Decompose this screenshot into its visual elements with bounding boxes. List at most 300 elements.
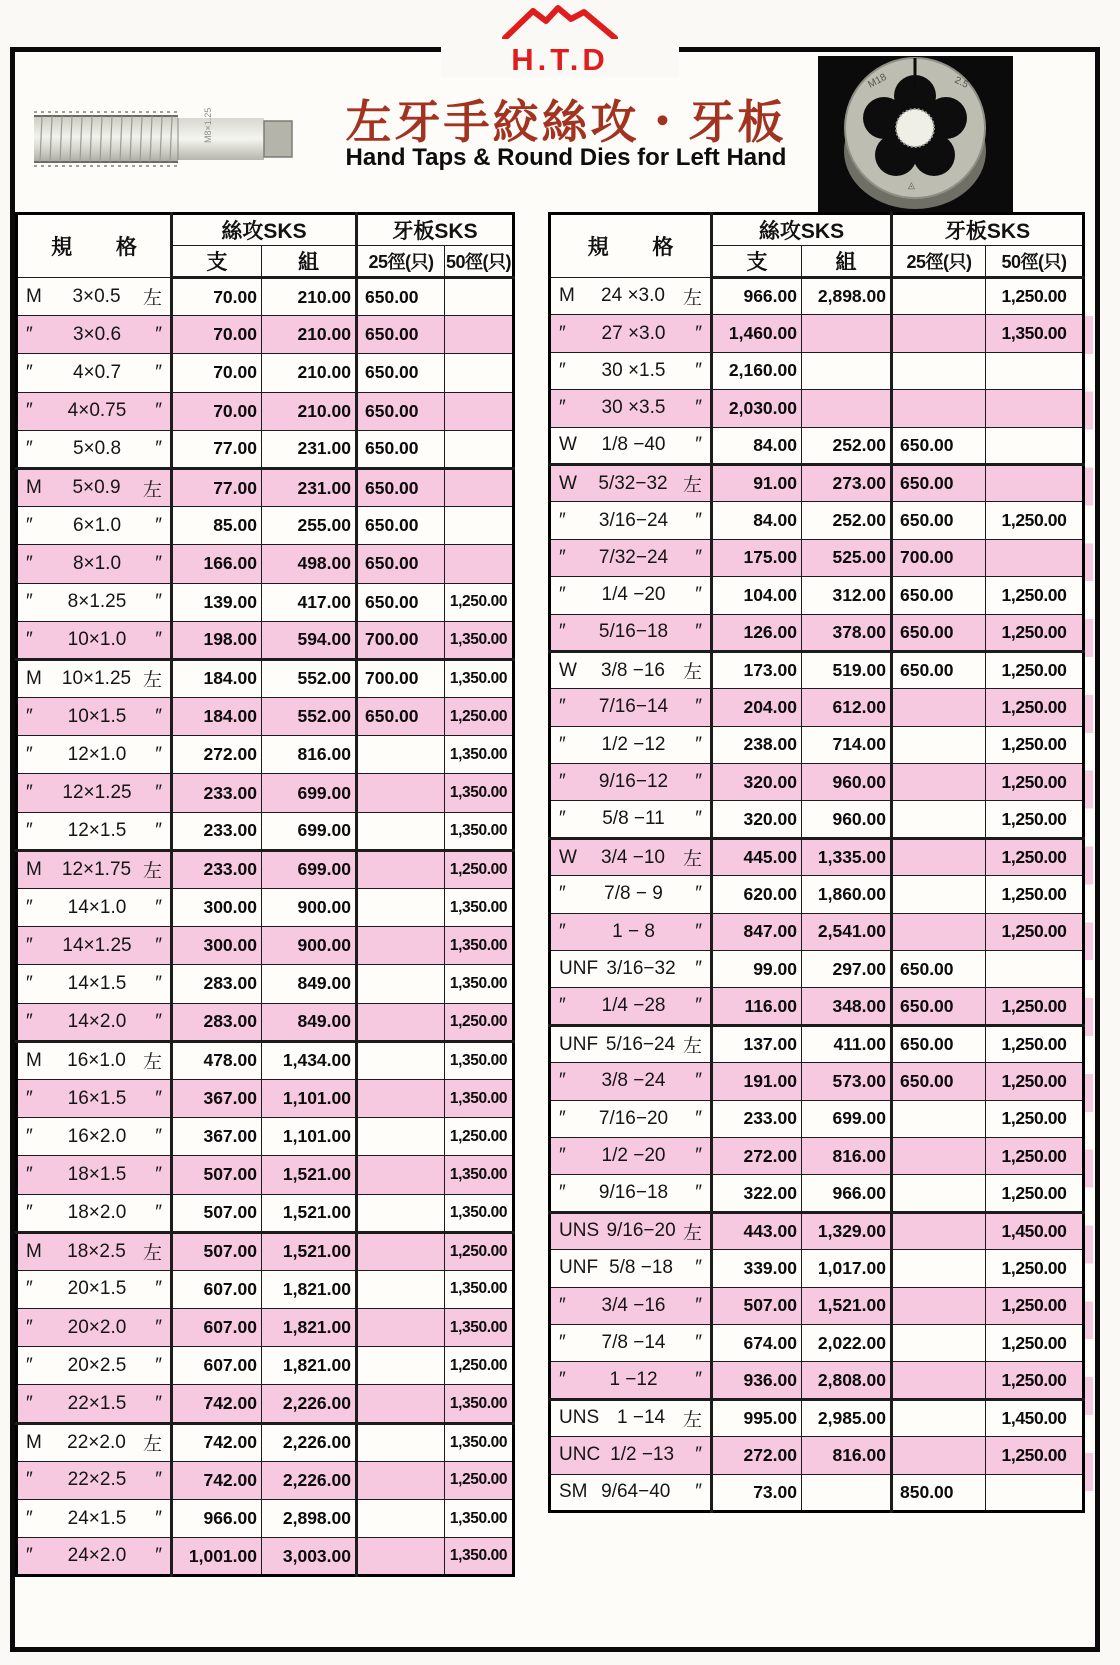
spec-cell [17, 1156, 172, 1194]
spec-prefix: ″ [559, 1369, 566, 1391]
spec-prefix: ″ [26, 782, 33, 804]
tap-set-price-cell: 273.00 [802, 464, 892, 501]
spec-cell [17, 354, 172, 392]
spec-size: 9/16−20 [606, 1220, 676, 1242]
spec-size: 1/8 −40 [601, 434, 666, 456]
spec-cell [17, 965, 172, 1003]
spec-suffix: ″ [155, 1507, 162, 1529]
die-50-price-cell: 1,350.00 [445, 1194, 514, 1232]
spec-prefix: ″ [26, 1507, 33, 1529]
die-25-price-cell [357, 889, 445, 927]
tap-piece-price-cell: 300.00 [172, 927, 262, 965]
spec-cell [550, 539, 712, 576]
tap-set-price-cell: 714.00 [802, 726, 892, 763]
spec-size: 18×1.5 [67, 1163, 127, 1185]
spec-cell [550, 614, 712, 651]
table-row [550, 951, 1084, 988]
spec-cell [17, 1270, 172, 1308]
tap-piece-price-cell: 283.00 [172, 965, 262, 1003]
spec-cell [17, 392, 172, 430]
die-25-price-cell [892, 1437, 986, 1474]
spec-prefix: ″ [26, 514, 33, 536]
spec-cell [550, 1100, 712, 1137]
spec-cell [550, 1175, 712, 1212]
page-subtitle: Hand Taps & Round Dies for Left Hand [345, 144, 787, 171]
die-25-price-cell [892, 1399, 986, 1436]
die-50-price-cell: 1,250.00 [445, 1118, 514, 1156]
die-photo [818, 56, 1013, 213]
tap-piece-price-cell: 272.00 [172, 736, 262, 774]
spec-cell [550, 390, 712, 427]
spec-cell [17, 1118, 172, 1156]
tap-piece-price-cell: 320.00 [712, 764, 802, 801]
table-row [550, 801, 1084, 838]
piece-col-header: 支 [172, 246, 262, 278]
die-25-price-cell: 650.00 [892, 1063, 986, 1100]
table-row [550, 651, 1084, 688]
spec-cell [550, 838, 712, 875]
spec-size: 3/16−32 [606, 958, 676, 980]
die-25-price-cell: 700.00 [892, 539, 986, 576]
table-row [17, 1500, 514, 1538]
spec-suffix: ″ [695, 995, 702, 1017]
tap-set-price-cell: 2,022.00 [802, 1324, 892, 1361]
die-50-price-cell: 1,250.00 [986, 988, 1084, 1025]
tap-set-price-cell: 519.00 [802, 651, 892, 688]
spec-size: 27 ×3.0 [601, 322, 666, 344]
spec-size: 1 −12 [609, 1369, 658, 1391]
tap-piece-price-cell: 233.00 [172, 774, 262, 812]
tap-piece-price-cell: 70.00 [172, 354, 262, 392]
tap-set-price-cell: 699.00 [262, 774, 357, 812]
die-25-price-cell: 650.00 [357, 545, 445, 583]
die-25-price-cell [892, 876, 986, 913]
tap-set-price-cell: 498.00 [262, 545, 357, 583]
table-row [17, 736, 514, 774]
tap-piece-price-cell: 191.00 [712, 1063, 802, 1100]
die-50-price-cell: 1,350.00 [445, 1270, 514, 1308]
spec-size: 3/4 −16 [601, 1294, 666, 1316]
table-row [17, 430, 514, 468]
tap-set-price-cell: 900.00 [262, 927, 357, 965]
die-25-price-cell: 700.00 [357, 659, 445, 697]
die-25-price-cell [357, 850, 445, 888]
tap-set-price-cell: 1,101.00 [262, 1079, 357, 1117]
tap-piece-price-cell: 339.00 [712, 1250, 802, 1287]
tap-set-price-cell: 2,985.00 [802, 1399, 892, 1436]
table-row [550, 1137, 1084, 1174]
spec-size: 9/64−40 [601, 1481, 671, 1503]
spec-prefix: ″ [26, 1469, 33, 1491]
tap-piece-price-cell: 184.00 [172, 698, 262, 736]
tap-set-price-cell: 2,898.00 [802, 278, 892, 315]
spec-suffix: ″ [695, 1257, 702, 1279]
die-25-price-cell: 650.00 [892, 577, 986, 614]
die-50-price-cell: 1,250.00 [986, 278, 1084, 315]
die-50-price-cell [986, 539, 1084, 576]
die-25-price-cell [357, 1538, 445, 1576]
spec-cell [17, 468, 172, 506]
tap-set-price-cell: 1,821.00 [262, 1270, 357, 1308]
spec-prefix: UNF [559, 1033, 599, 1055]
tap-set-price-cell: 210.00 [262, 354, 357, 392]
die25-col-header: 25徑(只) [357, 246, 445, 278]
die-50-price-cell: 1,250.00 [986, 1250, 1084, 1287]
die-50-price-cell: 1,250.00 [986, 614, 1084, 651]
spec-prefix: UNS [559, 1407, 600, 1429]
die-50-price-cell: 1,250.00 [986, 801, 1084, 838]
spec-cell [17, 583, 172, 621]
die-50-price-cell: 1,250.00 [986, 838, 1084, 875]
tap-piece-price-cell: 936.00 [712, 1362, 802, 1399]
die-50-price-cell: 1,350.00 [445, 1538, 514, 1576]
tap-set-price-cell: 2,226.00 [262, 1423, 357, 1461]
spec-size: 24×1.5 [67, 1507, 127, 1529]
spec-size: 3/16−24 [598, 509, 669, 531]
spec-cell [550, 1137, 712, 1174]
spec-suffix: ″ [695, 359, 702, 381]
spec-cell [550, 876, 712, 913]
table-row [17, 889, 514, 927]
spec-suffix: ″ [155, 323, 162, 345]
spec-prefix: ″ [26, 437, 33, 459]
tap-piece-price-cell: 91.00 [712, 464, 802, 501]
die-50-price-cell [445, 468, 514, 506]
die-25-price-cell: 650.00 [892, 464, 986, 501]
spec-cell [17, 430, 172, 468]
die-25-price-cell [357, 1500, 445, 1538]
spec-prefix: ″ [26, 1087, 33, 1109]
spec-cell [550, 1250, 712, 1287]
die-25-price-cell [892, 1137, 986, 1174]
spec-suffix: ″ [155, 705, 162, 727]
spec-size: 7/16−20 [598, 1107, 669, 1129]
spec-cell [550, 651, 712, 688]
table-row [550, 876, 1084, 913]
spec-cell [17, 507, 172, 545]
spec-suffix: ″ [695, 509, 702, 531]
spec-prefix: ″ [26, 1392, 33, 1414]
tap-set-price-cell: 252.00 [802, 427, 892, 464]
spec-size: 3/8 −24 [601, 1070, 666, 1092]
spec-cell [550, 1362, 712, 1399]
die-50-price-cell [986, 390, 1084, 427]
die-25-price-cell [892, 726, 986, 763]
die-25-price-cell [892, 1212, 986, 1249]
tap-piece-price-cell: 99.00 [712, 951, 802, 988]
tap-set-price-cell: 1,821.00 [262, 1309, 357, 1347]
spec-cell [550, 988, 712, 1025]
spec-suffix: ″ [695, 883, 702, 905]
spec-prefix: W [559, 659, 577, 681]
spec-cell [17, 736, 172, 774]
die-50-price-cell: 1,450.00 [986, 1399, 1084, 1436]
tap-piece-price-cell: 283.00 [172, 1003, 262, 1041]
table-row [17, 1309, 514, 1347]
spec-suffix: ″ [695, 434, 702, 456]
tap-piece-price-cell: 84.00 [712, 427, 802, 464]
spec-suffix: ″ [155, 972, 162, 994]
die-25-price-cell [357, 1156, 445, 1194]
table-row [550, 1100, 1084, 1137]
tap-set-price-cell: 2,808.00 [802, 1362, 892, 1399]
spec-suffix: ″ [155, 1392, 162, 1414]
set-col-header: 組 [262, 246, 357, 278]
tap-piece-price-cell: 995.00 [712, 1399, 802, 1436]
page-title: 左牙手絞絲攻・牙板 [345, 96, 787, 148]
spec-suffix: ″ [155, 1354, 162, 1376]
spec-cell [550, 801, 712, 838]
spec-prefix: ″ [559, 546, 566, 568]
spec-suffix: ″ [155, 743, 162, 765]
spec-size: 1/4 −28 [601, 995, 666, 1017]
die-50-price-cell: 1,250.00 [986, 1175, 1084, 1212]
spec-prefix: ″ [559, 696, 566, 718]
tap-piece-price-cell: 70.00 [172, 278, 262, 316]
tap-set-price-cell: 849.00 [262, 965, 357, 1003]
spec-suffix: 左 [142, 861, 162, 883]
table-row [17, 812, 514, 850]
spec-suffix: 左 [142, 670, 162, 692]
die-25-price-cell: 650.00 [357, 507, 445, 545]
spec-suffix: ″ [155, 934, 162, 956]
spec-prefix: ″ [26, 934, 33, 956]
tap-set-price-cell: 1,521.00 [262, 1232, 357, 1270]
table-row [17, 507, 514, 545]
die-50-price-cell [986, 1474, 1084, 1511]
spec-prefix: UNF [559, 958, 599, 980]
tap-set-price-cell: 573.00 [802, 1063, 892, 1100]
die50-col-header: 50徑(只) [986, 246, 1084, 278]
spec-suffix: ″ [695, 920, 702, 942]
spec-prefix: ″ [559, 1182, 566, 1204]
piece-col-header: 支 [712, 246, 802, 278]
spec-cell [550, 1287, 712, 1324]
spec-prefix: ″ [26, 628, 33, 650]
tap-set-price-cell: 3,003.00 [262, 1538, 357, 1576]
spec-size: 3/8 −16 [601, 659, 665, 681]
die-50-price-cell: 1,250.00 [445, 1347, 514, 1385]
die-50-price-cell: 1,350.00 [445, 1385, 514, 1423]
die-50-price-cell: 1,250.00 [986, 764, 1084, 801]
table-row [17, 1347, 514, 1385]
spec-prefix: M [26, 667, 42, 689]
spec-prefix: M [26, 1049, 42, 1071]
die-50-price-cell [445, 507, 514, 545]
spec-size: 5/16−18 [598, 621, 669, 643]
spec-prefix: ″ [26, 1354, 33, 1376]
tap-set-price-cell [802, 352, 892, 389]
die-50-price-cell: 1,250.00 [445, 850, 514, 888]
die-group-header: 牙板SKS [892, 214, 1084, 246]
spec-size: 5/8 −18 [609, 1257, 673, 1279]
die-50-price-cell: 1,350.00 [445, 736, 514, 774]
spec-cell [17, 1461, 172, 1499]
set-col-header: 組 [802, 246, 892, 278]
die-50-price-cell: 1,250.00 [986, 1137, 1084, 1174]
spec-cell [17, 774, 172, 812]
die-50-price-cell: 1,250.00 [986, 1437, 1084, 1474]
spec-cell [17, 1385, 172, 1423]
left-price-table [15, 212, 515, 1577]
spec-prefix: ″ [26, 972, 33, 994]
spec-cell [17, 698, 172, 736]
table-row [17, 1156, 514, 1194]
die-25-price-cell [357, 1041, 445, 1079]
tap-photo [26, 90, 298, 193]
spec-cell [17, 278, 172, 316]
spec-size: 1/4 −20 [601, 584, 666, 606]
die-50-price-cell: 1,250.00 [445, 1232, 514, 1270]
spec-size: 12×1.75 [61, 858, 132, 880]
spec-size: 9/16−12 [598, 771, 669, 793]
spec-suffix: ″ [155, 591, 162, 613]
die-50-price-cell: 1,450.00 [986, 1212, 1084, 1249]
spec-cell [550, 1437, 712, 1474]
spec-suffix: ″ [695, 1444, 702, 1466]
die-50-price-cell: 1,350.00 [445, 1423, 514, 1461]
spec-size: 12×1.0 [67, 743, 127, 765]
table-row [550, 726, 1084, 763]
tap-set-price-cell: 594.00 [262, 621, 357, 659]
table-row [550, 988, 1084, 1025]
spec-suffix: ″ [695, 546, 702, 568]
die-50-price-cell: 1,250.00 [986, 689, 1084, 726]
tap-set-price-cell: 210.00 [262, 278, 357, 316]
spec-prefix: W [559, 434, 577, 456]
spec-cell [17, 1079, 172, 1117]
spec-prefix: ″ [559, 1145, 566, 1167]
tap-set-price-cell: 552.00 [262, 659, 357, 697]
spec-prefix: M [26, 285, 42, 307]
die-50-price-cell: 1,250.00 [986, 913, 1084, 950]
spec-size: 16×1.5 [67, 1087, 127, 1109]
spec-size: 16×1.0 [67, 1049, 126, 1071]
table-row [550, 352, 1084, 389]
tap-piece-price-cell: 233.00 [172, 850, 262, 888]
die-50-price-cell: 1,350.00 [445, 621, 514, 659]
die-25-price-cell [357, 927, 445, 965]
spec-cell [550, 464, 712, 501]
die-25-price-cell: 650.00 [892, 427, 986, 464]
die-25-price-cell [892, 352, 986, 389]
die-50-price-cell: 1,250.00 [986, 726, 1084, 763]
tap-piece-price-cell: 300.00 [172, 889, 262, 927]
die-50-price-cell [445, 545, 514, 583]
die-50-price-cell [986, 352, 1084, 389]
spec-suffix: ″ [695, 1294, 702, 1316]
die-25-price-cell [892, 315, 986, 352]
tap-set-price-cell: 960.00 [802, 801, 892, 838]
spec-suffix: 左 [682, 475, 702, 497]
spec-suffix: 左 [682, 662, 702, 684]
table-row [17, 1118, 514, 1156]
tap-set-price-cell: 252.00 [802, 502, 892, 539]
spec-suffix: 左 [682, 1409, 702, 1431]
die-25-price-cell [892, 689, 986, 726]
spec-size: 22×2.0 [67, 1431, 126, 1453]
spec-prefix: ″ [26, 1163, 33, 1185]
die-25-price-cell [357, 812, 445, 850]
spec-cell [550, 726, 712, 763]
die-25-price-cell [357, 1232, 445, 1270]
spec-size: 5/16−24 [605, 1033, 676, 1055]
tap-piece-price-cell: 184.00 [172, 659, 262, 697]
spec-suffix: ″ [155, 552, 162, 574]
svg-text:2.5: 2.5 [952, 74, 971, 91]
tap-piece-price-cell: 77.00 [172, 430, 262, 468]
spec-size: 1/2 −12 [601, 733, 666, 755]
table-row [550, 1437, 1084, 1474]
tap-piece-price-cell: 966.00 [712, 278, 802, 315]
spec-prefix: ″ [559, 1070, 566, 1092]
spec-cell [550, 1212, 712, 1249]
die-50-price-cell [986, 464, 1084, 501]
spec-prefix: ″ [559, 322, 566, 344]
spec-size: 14×1.0 [67, 896, 127, 918]
spec-cell [550, 951, 712, 988]
tap-piece-price-cell: 233.00 [712, 1100, 802, 1137]
spec-size: 30 ×3.5 [601, 397, 666, 419]
tap-set-price-cell: 525.00 [802, 539, 892, 576]
spec-prefix: W [559, 472, 577, 494]
die-25-price-cell [892, 390, 986, 427]
die-25-price-cell [357, 1423, 445, 1461]
die-25-price-cell: 650.00 [357, 316, 445, 354]
spec-suffix: ″ [155, 1125, 162, 1147]
spec-suffix: ″ [695, 808, 702, 830]
tap-set-price-cell [802, 315, 892, 352]
tap-piece-price-cell: 137.00 [712, 1025, 802, 1062]
spec-suffix: ″ [695, 1369, 702, 1391]
spec-cell [550, 502, 712, 539]
spec-prefix: ″ [559, 509, 566, 531]
spec-cell [550, 1324, 712, 1361]
tap-piece-price-cell: 70.00 [172, 316, 262, 354]
spec-cell [17, 1041, 172, 1079]
spec-size: 1 − 8 [612, 920, 655, 942]
tap-piece-price-cell: 445.00 [712, 838, 802, 875]
tap-piece-price-cell: 674.00 [712, 1324, 802, 1361]
spec-prefix: ″ [26, 819, 33, 841]
tap-set-price-cell: 297.00 [802, 951, 892, 988]
tap-piece-price-cell: 607.00 [172, 1309, 262, 1347]
spec-prefix: M [26, 477, 42, 499]
die-25-price-cell: 650.00 [357, 354, 445, 392]
spec-header: 規 格 [550, 214, 712, 278]
svg-text:M8×1.25: M8×1.25 [203, 107, 213, 143]
tap-piece-price-cell: 478.00 [172, 1041, 262, 1079]
spec-suffix: ″ [155, 1010, 162, 1032]
die-25-price-cell [357, 1003, 445, 1041]
spec-suffix: 左 [142, 288, 162, 310]
die-25-price-cell: 650.00 [357, 278, 445, 316]
spec-prefix: M [26, 1240, 42, 1262]
spec-size: 5×0.8 [72, 437, 122, 459]
table-row [550, 278, 1084, 315]
die-25-price-cell [892, 1250, 986, 1287]
die-25-price-cell [892, 1100, 986, 1137]
spec-prefix: ″ [559, 397, 566, 419]
die50-col-header: 50徑(只) [445, 246, 514, 278]
spec-suffix: ″ [155, 400, 162, 422]
die25-col-header: 25徑(只) [892, 246, 986, 278]
tap-set-price-cell: 960.00 [802, 764, 892, 801]
spec-suffix: ″ [155, 1278, 162, 1300]
die-50-price-cell: 1,350.00 [445, 1500, 514, 1538]
table-row [17, 1270, 514, 1308]
die-25-price-cell [357, 1194, 445, 1232]
